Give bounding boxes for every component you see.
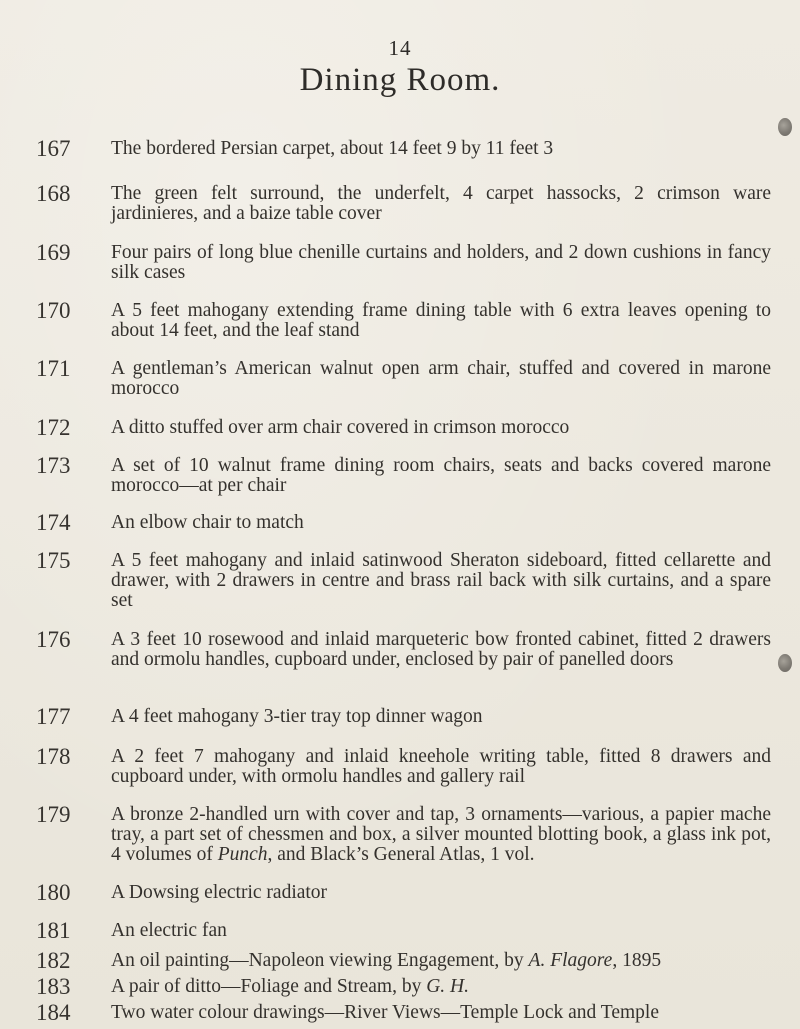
lot-number: 167 [36,136,71,161]
lot-description [111,805,771,865]
lot-description [111,977,771,997]
lot-number: 173 [36,453,71,478]
lot-number: 179 [36,802,71,827]
binding-hole-top [778,118,792,136]
lot-number: 169 [36,240,71,265]
lot-text: , and Black’s General Atlas, 1 vol. [267,844,535,865]
lot-number: 170 [36,298,71,323]
lot-description: A 2 feet 7 mahogany and inlaid kneehole writing table, fitted 8 drawers and cupboard under, with ormolu handles and gallery rail [111,746,771,787]
lot-number: 172 [36,415,71,440]
lot-number: 168 [36,181,71,206]
lot-description: A set of 10 walnut frame dining room chairs, seats and backs covered marone morocco—at per chair [111,455,771,496]
lot-description: Four pairs of long blue chenille curtains and holders, and 2 down cushions in fancy silk cases [111,242,771,283]
lot-text: , 1895 [612,950,662,971]
lot-description: A 3 feet 10 rosewood and inlaid marqueteric bow fronted cabinet, fitted 2 drawers and ormolu handles, cupboard under, enclosed by pair of panelled doors [111,629,771,670]
lot-number: 184 [36,1000,71,1025]
binding-hole-bottom [778,654,792,672]
lot-description: A Dowsing electric radiator [111,882,328,903]
lot-description: An electric fan [111,920,227,941]
lot-number: 183 [36,974,71,999]
lot-text: An oil painting—Napoleon viewing Engagement, by [111,950,529,971]
lot-title-italic: G. H. [426,976,469,997]
lot-description: A 4 feet mahogany 3-tier tray top dinner wagon [111,706,483,727]
lot-description [111,951,771,971]
lot-number: 175 [36,548,71,573]
section-heading: Dining Room. [299,62,501,98]
lot-number: 178 [36,744,71,769]
lot-number: 180 [36,880,71,905]
lot-number: 171 [36,356,71,381]
lot-number: 181 [36,918,71,943]
lot-number: 174 [36,510,71,535]
lot-description: Two water colour drawings—River Views—Temple Lock and Temple [111,1003,659,1023]
page-number: 14 [388,36,412,60]
lot-description: The green felt surround, the underfelt, 4 carpet hassocks, 2 crimson ware jardinieres, and a baize table cover [111,183,771,224]
lot-number: 176 [36,627,71,652]
lot-number: 177 [36,704,71,729]
lot-description: An elbow chair to match [111,512,304,533]
lot-description: A gentleman’s American walnut open arm chair, stuffed and covered in marone morocco [111,358,771,399]
lot-number: 182 [36,948,71,973]
lot-description: The bordered Persian carpet, about 14 feet 9 by 11 feet 3 [111,138,554,159]
lot-title-italic: A. Flagore [528,950,613,971]
lot-description: A ditto stuffed over arm chair covered in crimson morocco [111,417,570,438]
lot-title-italic: Punch [217,844,268,865]
lot-description: A 5 feet mahogany and inlaid satinwood Sheraton sideboard, fitted cellarette and drawer, with 2 drawers in centre and brass rail back with silk curtains, and a spare set [111,550,771,611]
lot-text: A pair of ditto—Foliage and Stream, by [111,976,427,997]
lot-text: A bronze 2-handled urn with cover and tap, 3 ornaments—various, a papier mache tray, a part set of chessmen and box, a silver mounted blotting book, a glass ink pot, 4 volumes of [111,804,771,865]
lot-description: A 5 feet mahogany extending frame dining table with 6 extra leaves opening to about 14 feet, and the leaf stand [111,300,771,341]
